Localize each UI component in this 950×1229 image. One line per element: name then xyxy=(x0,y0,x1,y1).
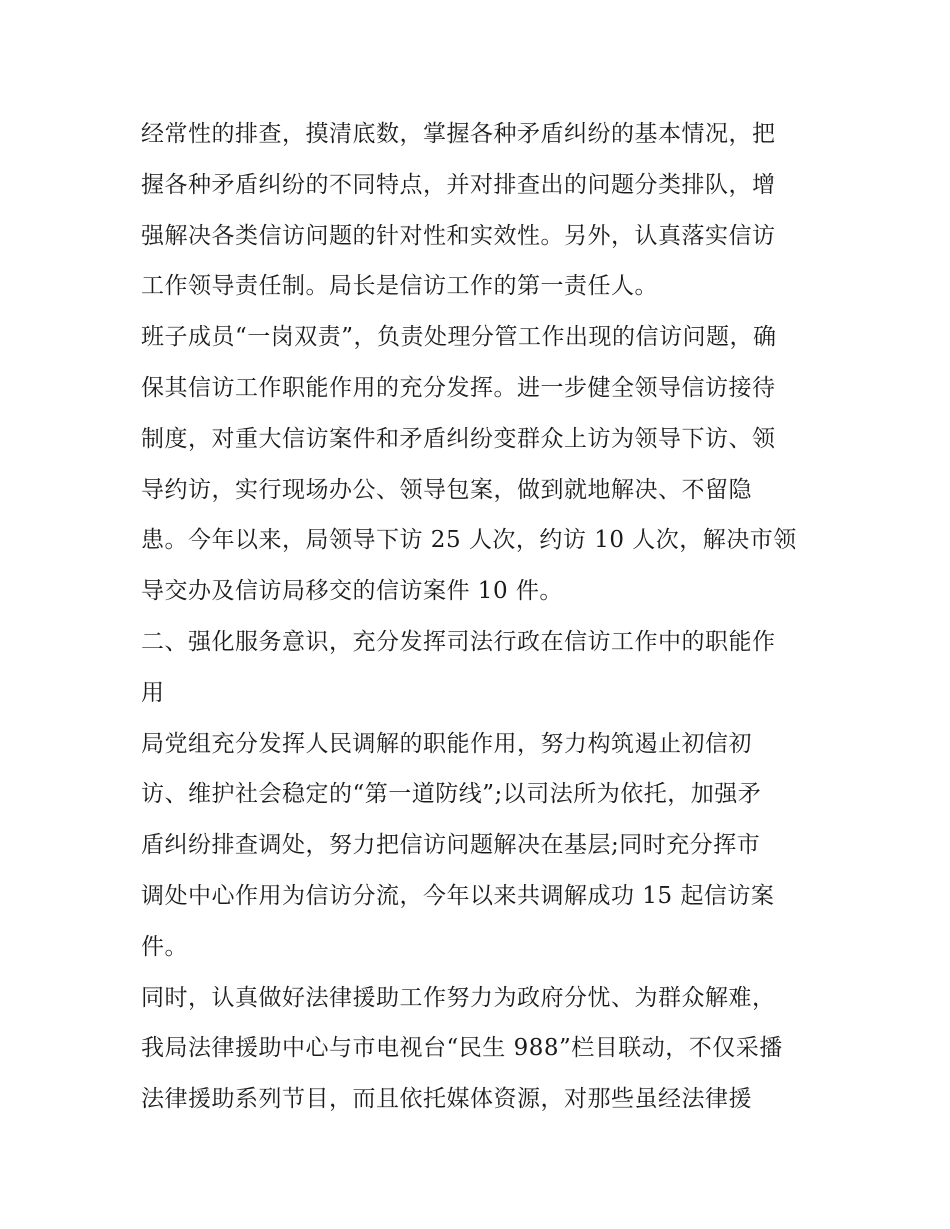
text-line: 工作领导责任制。局长是信访工作的第一责任人。 xyxy=(141,273,658,300)
section-heading: 二、强化服务意识，充分发挥司法行政在信访工作中的职能作 xyxy=(141,628,776,655)
text-line: 保其信访工作职能作用的充分发挥。进一步健全领导信访接待 xyxy=(141,374,776,401)
section-heading: 用 xyxy=(141,679,165,706)
text-line: 盾纠纷排查调处，努力把信访问题解决在基层;同时充分挥市 xyxy=(141,832,761,859)
text-line: 同时，认真做好法律援助工作努力为政府分忧、为群众解难， xyxy=(141,984,776,1011)
text-line: 法律援助系列节目，而且依托媒体资源，对那些虽经法律援 xyxy=(141,1086,752,1113)
body-text xyxy=(141,109,813,1125)
text-line: 件。 xyxy=(141,933,188,960)
text-line: 调处中心作用为信访分流，今年以来共调解成功 15 起信访案 xyxy=(141,882,775,909)
text-line: 导交办及信访局移交的信访案件 10 件。 xyxy=(141,578,563,605)
text-line: 导约访，实行现场办公、领导包案，做到就地解决、不留隐 xyxy=(141,476,752,503)
text-line: 强解决各类信访问题的针对性和实效性。另外，认真落实信访 xyxy=(141,222,776,249)
text-line: 握各种矛盾纠纷的不同特点，并对排查出的问题分类排队，增 xyxy=(141,171,776,198)
text-line: 制度，对重大信访案件和矛盾纠纷变群众上访为领导下访、领 xyxy=(141,425,776,452)
text-line: 我局法律援助中心与市电视台“民生 988”栏目联动，不仅采播 xyxy=(141,1035,783,1062)
text-line: 班子成员“一岗双责”，负责处理分管工作出现的信访问题，确 xyxy=(141,324,777,351)
text-line: 局党组充分发挥人民调解的职能作用，努力构筑遏止初信初 xyxy=(141,730,752,757)
text-line: 访、维护社会稳定的“第一道防线”;以司法所为依托，加强矛 xyxy=(141,781,762,808)
text-line: 经常性的排查，摸清底数，掌握各种矛盾纠纷的基本情况，把 xyxy=(141,121,776,147)
text-line: 患。今年以来，局领导下访 25 人次，约访 10 人次，解决市领 xyxy=(141,527,797,554)
